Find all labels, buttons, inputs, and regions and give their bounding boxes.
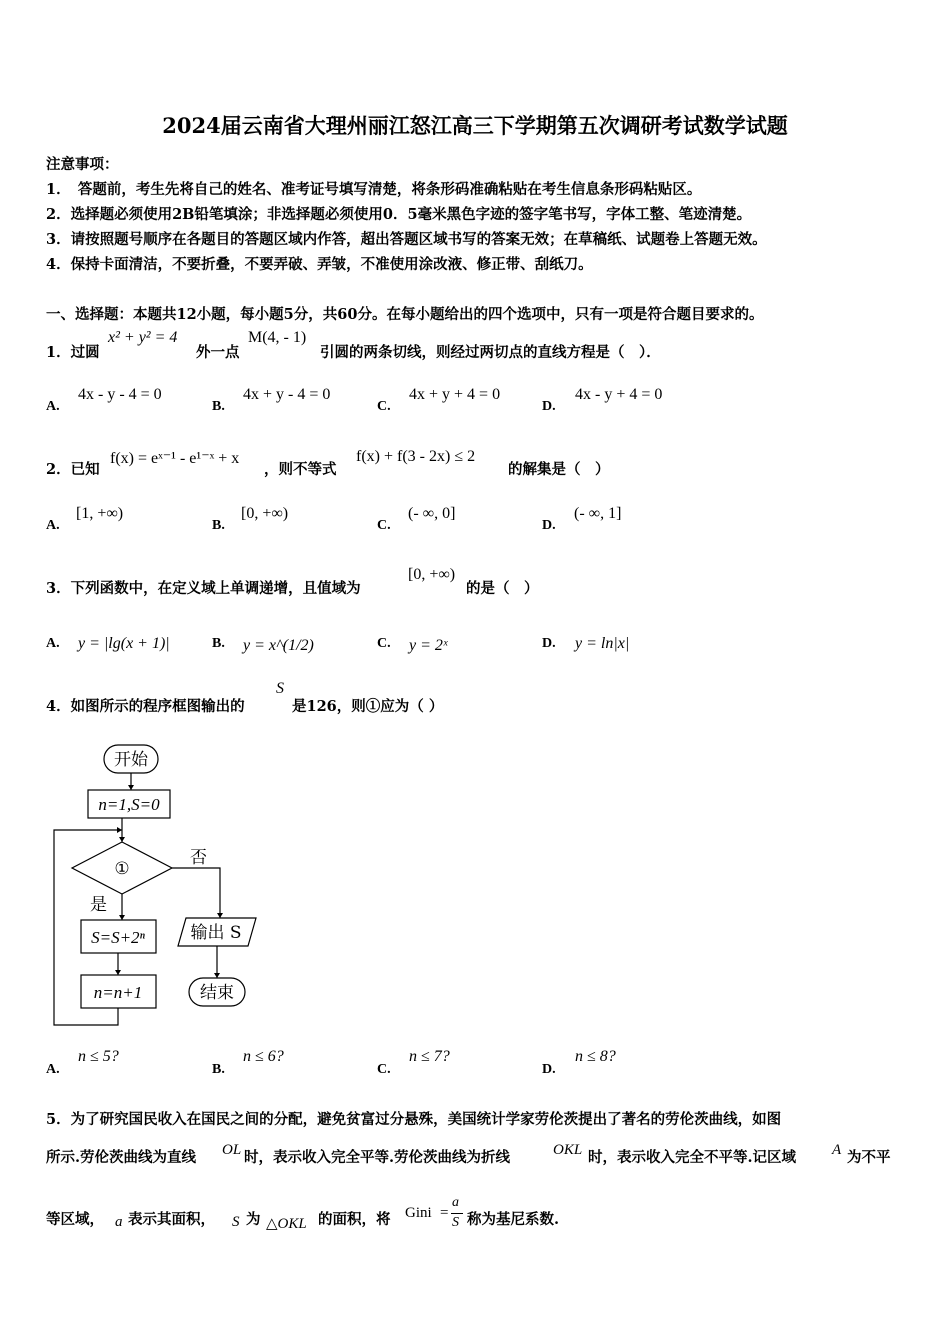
q1-option-d-label: D.	[542, 399, 556, 414]
q3-option-c: y = 2ˣ	[409, 637, 448, 654]
q5-line2-c: 时，表示收入完全不平等.记区域	[588, 1149, 797, 1166]
q3-option-d-label: D.	[542, 636, 556, 651]
q1-option-a-label: A.	[46, 399, 60, 414]
q3-pre: 3．下列函数中，在定义域上单调递增，且值域为	[46, 580, 361, 597]
flow-yes: 是	[90, 895, 107, 915]
q2-pre: 2．已知	[46, 461, 100, 478]
flow-output: 输出 S	[190, 923, 242, 943]
q2-option-b: [0, +∞)	[241, 505, 289, 522]
q5-region: A	[832, 1142, 842, 1158]
q5-triangle: △OKL	[266, 1216, 307, 1232]
q4-post: 是126，则①应为（ ）	[292, 698, 444, 715]
q5-line3-c: 为	[246, 1211, 261, 1228]
q3-option-d: y = ln|x|	[575, 635, 630, 652]
q1-post: 引圆的两条切线，则经过两切点的直线方程是（ ）．	[320, 344, 661, 361]
flow-step1: S=S+2ⁿ	[91, 928, 145, 947]
q2-post: 的解集是（ ）	[508, 461, 610, 478]
notice-heading: 注意事项：	[46, 156, 119, 173]
flow-start: 开始	[114, 750, 148, 770]
q2-func: f(x) = eˣ⁻¹ - e¹⁻ˣ + x	[110, 450, 240, 467]
flow-init: n=1,S=0	[98, 795, 160, 814]
q5-equals: =	[440, 1205, 449, 1221]
q1-option-b: 4x + y - 4 = 0	[243, 386, 331, 403]
q5-line2-d: 为不平	[847, 1149, 891, 1166]
q4-option-c: n ≤ 7?	[409, 1048, 450, 1065]
q2-mid: ，则不等式	[264, 461, 337, 478]
q3-option-a: y = |lg(x + 1)|	[78, 635, 170, 652]
q4-option-b-label: B.	[212, 1062, 225, 1077]
q4-pre: 4．如图所示的程序框图输出的	[46, 698, 245, 715]
q2-option-d: (- ∞, 1]	[574, 505, 622, 522]
q1-option-b-label: B.	[212, 399, 225, 414]
q4-option-d-label: D.	[542, 1062, 556, 1077]
q5-gini: Gini	[405, 1205, 432, 1221]
q2-option-c: (- ∞, 0]	[408, 505, 456, 522]
flow-no: 否	[190, 848, 207, 868]
q1-point: M(4, - 1)	[248, 329, 307, 346]
page-title: 2024届云南省大理州丽江怒江高三下学期第五次调研考试数学试题	[162, 113, 788, 138]
q5-frac-bar	[451, 1213, 463, 1214]
q1-option-c-label: C.	[377, 399, 391, 414]
q4-option-a: n ≤ 5?	[78, 1048, 119, 1065]
q3-option-b: y = x^(1/2)	[243, 637, 314, 654]
q2-option-a-label: A.	[46, 518, 60, 533]
q5-line1: 5．为了研究国民收入在国民之间的分配，避免贫富过分悬殊，美国统计学家劳伦茨提出了著名的劳伦茨曲线，如图	[46, 1111, 782, 1128]
q5-frac-den: S	[452, 1215, 459, 1230]
flow-end: 结束	[200, 983, 234, 1003]
q5-line3-d: 的面积，将	[318, 1211, 391, 1228]
q1-option-a: 4x - y - 4 = 0	[78, 386, 162, 403]
q5-s: S	[232, 1214, 240, 1230]
q1-pre: 1．过圆	[46, 344, 100, 361]
q3-option-a-label: A.	[46, 636, 60, 651]
q4-var: S	[276, 680, 284, 697]
q2-option-c-label: C.	[377, 518, 391, 533]
flow-cond: ①	[114, 859, 130, 879]
q3-option-c-label: C.	[377, 636, 391, 651]
q1-mid: 外一点	[196, 344, 240, 361]
q3-option-b-label: B.	[212, 636, 225, 651]
flowchart	[40, 735, 280, 1035]
section-heading: 一、选择题：本题共12小题，每小题5分，共60分。在每小题给出的四个选项中，只有一项是符合题目要求的。	[46, 306, 764, 323]
q1-option-d: 4x - y + 4 = 0	[575, 386, 663, 403]
q5-frac-num: a	[452, 1195, 459, 1210]
q2-ineq: f(x) + f(3 - 2x) ≤ 2	[356, 448, 476, 465]
q5-okl: OKL	[553, 1142, 583, 1158]
q5-line2-b: 时，表示收入完全平等.劳伦茨曲线为折线	[244, 1149, 511, 1166]
q4-option-c-label: C.	[377, 1062, 391, 1077]
notice-item-3: 3．请按照题号顺序在各题目的答题区域内作答，超出答题区域书写的答案无效；在草稿纸、试题卷上答题无效。	[46, 231, 767, 248]
notice-item-2: 2．选择题必须使用2B铅笔填涂；非选择题必须使用0．5毫米黑色字迹的签字笔书写，字体工整、笔迹清楚。	[46, 206, 752, 223]
notice-item-4: 4．保持卡面清洁，不要折叠，不要弄破、弄皱，不准使用涂改液、修正带、刮纸刀。	[46, 256, 593, 273]
q3-range: [0, +∞)	[408, 566, 456, 583]
q5-line2-a: 所示.劳伦茨曲线为直线	[46, 1149, 197, 1166]
q1-circle: x² + y² = 4	[108, 329, 178, 346]
q2-option-a: [1, +∞)	[76, 505, 124, 522]
q4-option-d: n ≤ 8?	[575, 1048, 616, 1065]
q2-option-b-label: B.	[212, 518, 225, 533]
q4-option-b: n ≤ 6?	[243, 1048, 284, 1065]
notice-item-1: 1． 答题前，考生先将自己的姓名、准考证号填写清楚，将条形码准确粘贴在考生信息条形码粘贴区。	[46, 181, 702, 198]
q5-ol: OL	[222, 1142, 242, 1158]
q3-post: 的是（ ）	[466, 580, 539, 597]
flow-step2: n=n+1	[93, 983, 143, 1002]
q5-line3-b: 表示其面积，	[128, 1211, 215, 1228]
q5-line3-a: 等区域，	[46, 1211, 104, 1228]
q2-option-d-label: D.	[542, 518, 556, 533]
q5-line3-e: 称为基尼系数.	[467, 1211, 560, 1228]
q1-option-c: 4x + y + 4 = 0	[409, 386, 501, 403]
q4-option-a-label: A.	[46, 1062, 60, 1077]
q5-a: a	[115, 1214, 123, 1230]
